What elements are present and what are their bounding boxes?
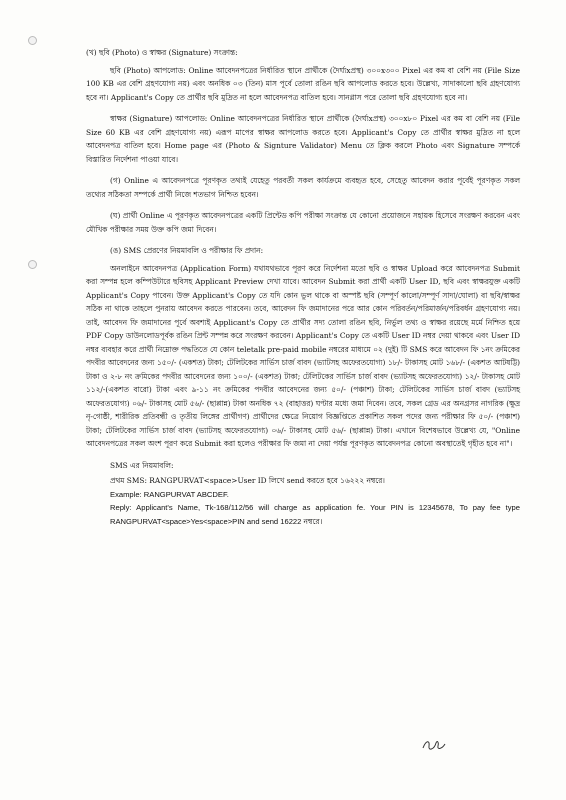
paragraph-ga: (গ) Online এ আবেদনপত্রে পূরণকৃত তথ্যই যেহেতু পরবর্তী সকল কার্যক্রমে ব্যবহৃত হবে, সেহেতু আবেদন করার পূর্বেই পূরণকৃত সকল তথ্যের সঠিকতা সম্পর্কে প্রার্থী নিজে শতভাগ নিশ্চিত হবেন। [86,176,520,199]
sms-rules-title: SMS এর নিয়মাবলি: [110,460,174,470]
photo-upload-paragraph: ছবি (Photo) আপলোড: Online আবেদনপত্রের নির্ধারিত স্থানে প্রার্থীকে (দৈর্ঘ্যxপ্রস্থ) ৩০০x৩০০ Pixel এর কম বা বেশি নয় (File Size 100 KB এর বেশি গ্রহণযোগ্য নয়) এবং অনধিক ০৩ (তিন) মাস পূর্বে তোলা রঙিন ছবি আপলোড করতে হবে। উল্লেখ্য, সাদাকালো ছবি গ্রহণযোগ্য হবে না। Applicant's Copy তে প্রার্থীর ছবি মুদ্রিত না হলে আবেদনপত্র বাতিল হবে। সানগ্লাস পরে তোলা ছবি গ্রহণযোগ্য হবে না। [86,65,520,102]
punch-hole [28,260,37,269]
sms-fee-paragraph: অনলাইনে আবেদনপত্র (Application Form) যথাযথভাবে পূরণ করে নির্দেশনা মতো ছবি ও স্বাক্ষর Upload করে আবেদনপত্র Submit করা সম্পন্ন হলে কম্পিউটারে ছবিসহ Applicant Preview দেখা যাবে। আবেদন Submit করা প্রার্থী একটি User ID, ছবি এবং স্বাক্ষরযুক্ত একটি Applicant's Copy পাবেন। উক্ত Applicant's Copy তে যদি কোন ভুল থাকে বা অস্পষ্ট ছবি (সম্পূর্ণ কালো/সম্পূর্ণ সাদা/ঘোলা) বা ছবি/স্বাক্ষর সঠিক না থাকে তাহলে পুনরায় আবেদন করতে পারবেন। তবে, আবেদন ফি জমাদানের পরে আর কোন পরিবর্তন/পরিমার্জন/পরিবর্ধন গ্রহণযোগ্য নয়। তাই, আবেদন ফি জমাদানের পূর্বে অবশ্যই Applicant's Copy তে প্রার্থীর সদ্য তোলা রঙিন ছবি, নির্ভুল তথ্য ও স্বাক্ষর রয়েছে মর্মে নিশ্চিত হয়ে PDF Copy ডাউনলোডপূর্বক রঙিন প্রিন্ট সম্পন্ন করে সংরক্ষণ করবেন। Applicant's Copy তে একটি User ID নম্বর দেয়া থাকবে এবং User ID নম্বর ব্যবহার করে প্রার্থী নিম্নোক্ত পদ্ধতিতে যে কোন teletalk pre-paid mobile নম্বরের মাধ্যমে ০২ (দুই) টি SMS করে আবেদন ফি ১নং ক্রমিকের পদবীর আবেদনের জন্য ১৫০/- (একশত) টাকা; টেলিটকের সার্ভিস চার্জ বাবদ (ভ্যাটসহ অফেরতযোগ্য) ১৮/- টাকাসহ মোট ১৬৮/- (একশত আটষট্টি) টাকা ও ২-৮ নং ক্রমিকের পদবীর আবেদনের জন্য ১০০/- (একশত) টাকা; টেলিটকের সার্ভিস চার্জ বাবদ (ভ্যাটসহ অফেরতযোগ্য) ১২/- টাকাসহ মোট ১১২/-(একশত বারো) টাকা এবং ৯-১১ নং ক্রমিকের পদবীর আবেদনের জন্য ৫০/- (পঞ্চাশ) টাকা; টেলিটকের সার্ভিস চার্জ বাবদ (ভ্যাটসহ অফেরতযোগ্য) ০৬/- টাকাসহ মোট ৫৬/- (ছাপ্পান্ন) টাকা অনধিক ৭২ (বাহাত্তর) ঘণ্টার মধ্যে জমা দিবেন। তবে, সকল গ্রেড এর অনগ্রসর নাগরিক (ক্ষুদ্র নৃ-গোষ্ঠী, শারীরিক প্রতিবন্ধী ও তৃতীয় লিঙ্গের প্রার্থীগণ) প্রার্থীদের ক্ষেত্রে নিয়োগ বিজ্ঞপ্তিতে প্রকাশিত সকল পদের জন্য পরীক্ষার ফি ৫০/- (পঞ্চাশ) টাকা; টেলিটকের সার্ভিস চার্জ বাবদ (ভ্যাটসহ অফেরতযোগ্য) ০৬/- টাকাসহ মোট ৫৬/- (ছাপ্পান্ন) টাকা। এখানে বিশেষভাবে উল্লেখ্য যে, "Online আবেদনপত্রের সকল অংশ পূরণ করে Submit করা হলেও পরীক্ষার ফি জমা না দেয়া পর্যন্ত পূরণকৃত আবেদনপত্র কোনো অবস্থাতেই গৃহীত হবে না"। [86,263,520,448]
initial-signature [420,736,448,754]
photo-signature-heading: (খ) ছবি (Photo) ও স্বাক্ষর (Signature) সংক্রান্ত: [86,48,238,57]
paragraph-gha: (ঘ) প্রার্থী Online এ পূরণকৃত আবেদনপত্রের একটি প্রিন্টেড কপি পরীক্ষা সংক্রান্ত যে কোনো প্রয়োজনে সহায়ক হিসেবে সংরক্ষণ করবেন এবং মৌখিক পরীক্ষার সময় উক্ত কপি জমা দিবেন। [86,211,520,234]
sms-fee-heading: (ঙ) SMS প্রেরণের নিয়মাবলি ও পরীক্ষার ফি প্রদান: [110,246,264,255]
signature-upload-paragraph: স্বাক্ষর (Signature) আপলোড: Online আবেদনপত্রের নির্ধারিত স্থানে প্রার্থীকে (দৈর্ঘ্যxপ্রস্থ) ৩০০x৮০ Pixel এর কম বা বেশি নয় (File Size 60 KB এর বেশি গ্রহণযোগ্য নয়) এরূপ মাপের স্বাক্ষর আপলোড করতে হবে। Applicant's Copy তে প্রার্থীর স্বাক্ষর মুদ্রিত না হলে আবেদনপত্র বাতিল হবে। Home page এর (Photo & Signture Validator) Menu তে ক্লিক করলে Photo এবং Signature সম্পর্কে বিস্তারিত নির্দেশনা পাওয়া যাবে। [86,114,520,164]
document-body [86,46,520,528]
sms-example: Example: RANGPURVAT ABCDEF. [110,489,229,499]
punch-hole [28,36,37,45]
sms-reply: Reply: Applicant's Name, Tk-168/112/56 will charge as application fe. Your PIN is 12345678, To pay fee type RANGPURVAT<space>Yes<space>PIN and send 16222 নম্বরে। [110,503,520,526]
first-sms-line: প্রথম SMS: RANGPURVAT<space>User ID লিখে send করতে হবে ১৬২২২ নম্বরে। [110,476,385,485]
